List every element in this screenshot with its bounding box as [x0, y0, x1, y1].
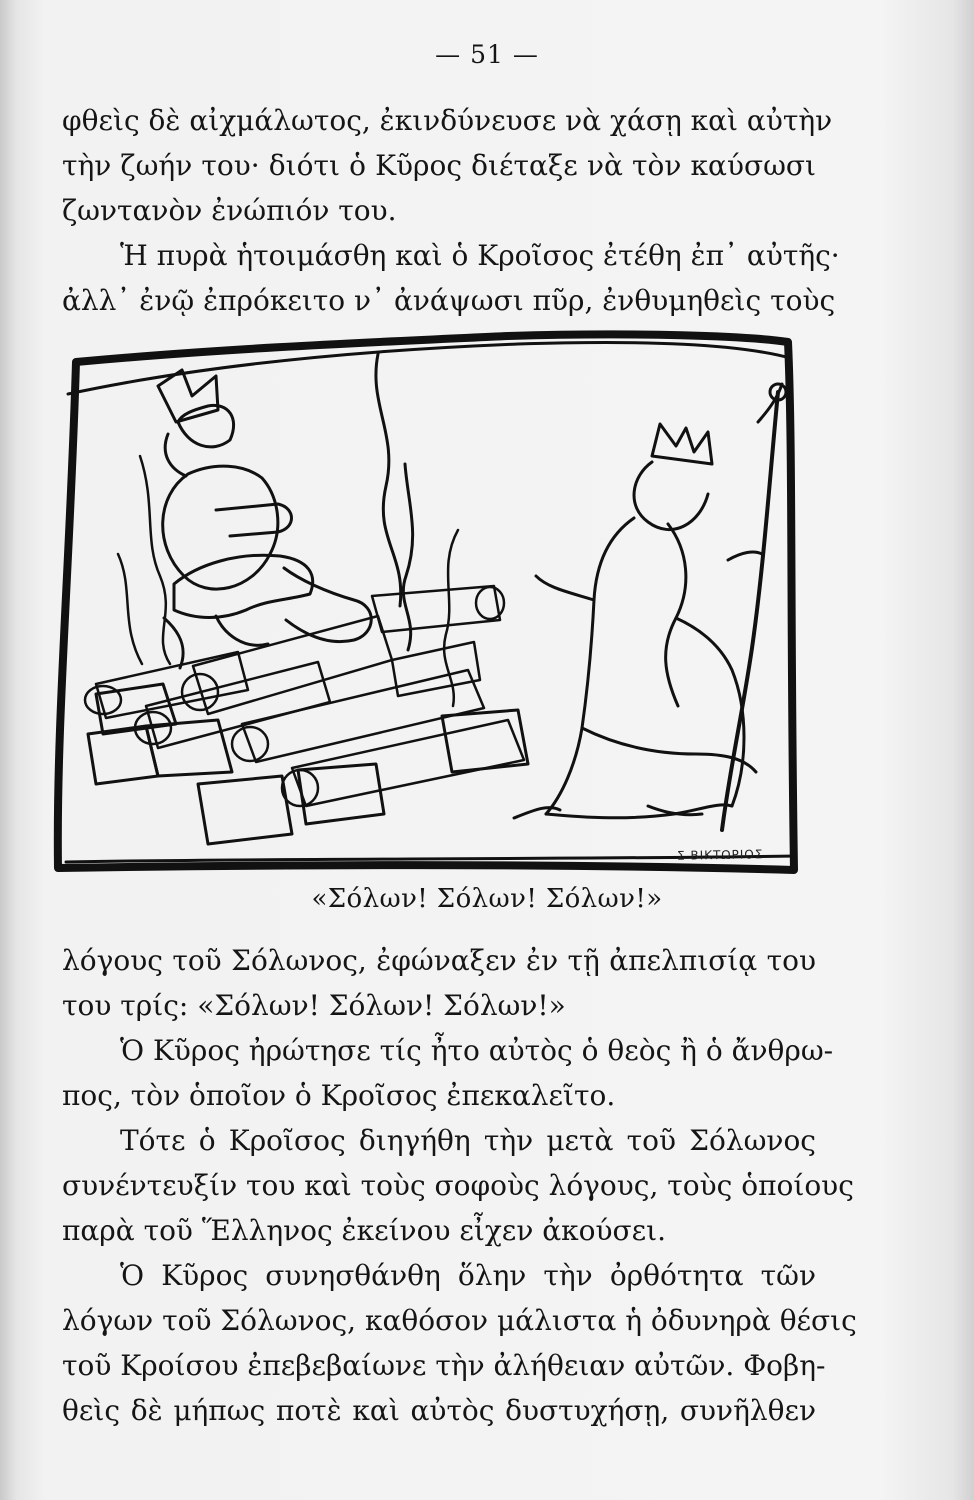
text-line: τοῦ Κροίσου ἐπεβεβαίωνε τὴν ἀλήθειαν αὐτῶν. Φοβη-: [62, 1349, 826, 1382]
scepter: [722, 392, 778, 830]
text-line: πος, τὸν ὁποῖον ὁ Κροῖσος ἐπεκαλεῖτο.: [62, 1079, 616, 1112]
text-line: λόγους τοῦ Σόλωνος, ἐφώναξεν ἐν τῇ ἀπελπισίᾳ του: [62, 944, 816, 977]
text-line: λόγων τοῦ Σόλωνος, καθόσον μάλιστα ἡ ὀδυνηρὰ θέσις: [62, 1304, 857, 1337]
illustration-caption: «Σόλων! Σόλων! Σόλων!»: [311, 884, 663, 914]
text-line: ζωντανὸν ἐνώπιόν του.: [62, 194, 397, 227]
text-line: θεὶς δὲ μήπως ποτὲ καὶ αὐτὸς δυστυχήσῃ, συνῆλθεν: [62, 1394, 816, 1427]
text-line: συνέντευξίν του καὶ τοὺς σοφοὺς λόγους, τοὺς ὁποίους: [62, 1169, 854, 1202]
smoke-stroke: [376, 354, 401, 606]
bottom-paragraphs: [62, 938, 857, 1433]
text-line: Τότε ὁ Κροῖσος διηγήθη τὴν μετὰ τοῦ Σόλωνος: [120, 1124, 816, 1157]
text-line: ἀλλ᾽ ἐνῷ ἐπρόκειτο ν᾽ ἀνάψωσι πῦρ, ἐνθυμηθεὶς τοὺς: [62, 284, 836, 317]
text-line: Ὁ Κῦρος ἠρώτησε τίς ἦτο αὐτὸς ὁ θεὸς ἢ ὁ ἄνθρω-: [120, 1034, 834, 1067]
pyre-drawing: [48, 314, 808, 880]
text-line: τὴν ζωήν του· διότι ὁ Κῦρος διέταξε νὰ τὸν καύσωσι: [62, 149, 816, 182]
text-line: Ὁ Κῦρος συνησθάνθη ὅλην τὴν ὀρθότητα τῶν: [120, 1259, 816, 1292]
artist-signature: Σ ΒΙΚΤΩΡΙΟΣ: [676, 847, 764, 863]
text-line: παρὰ τοῦ Ἕλληνος ἐκείνου εἶχεν ἀκούσει.: [62, 1214, 667, 1247]
text-line: φθεὶς δὲ αἰχμάλωτος, ἐκινδύνευσε νὰ χάσῃ καὶ αὐτὴν: [62, 104, 833, 137]
top-paragraphs: [62, 98, 840, 323]
illustration-croesus-pyre: [48, 314, 808, 880]
page-number: — 51 —: [435, 40, 539, 69]
text-line: του τρίς: «Σόλων! Σόλων! Σόλων!»: [62, 989, 566, 1022]
text-line: Ἡ πυρὰ ἡτοιμάσθη καὶ ὁ Κροῖσος ἐτέθη ἐπ᾽ αὐτῆς·: [120, 239, 840, 272]
crown-cyrus: [652, 424, 712, 464]
